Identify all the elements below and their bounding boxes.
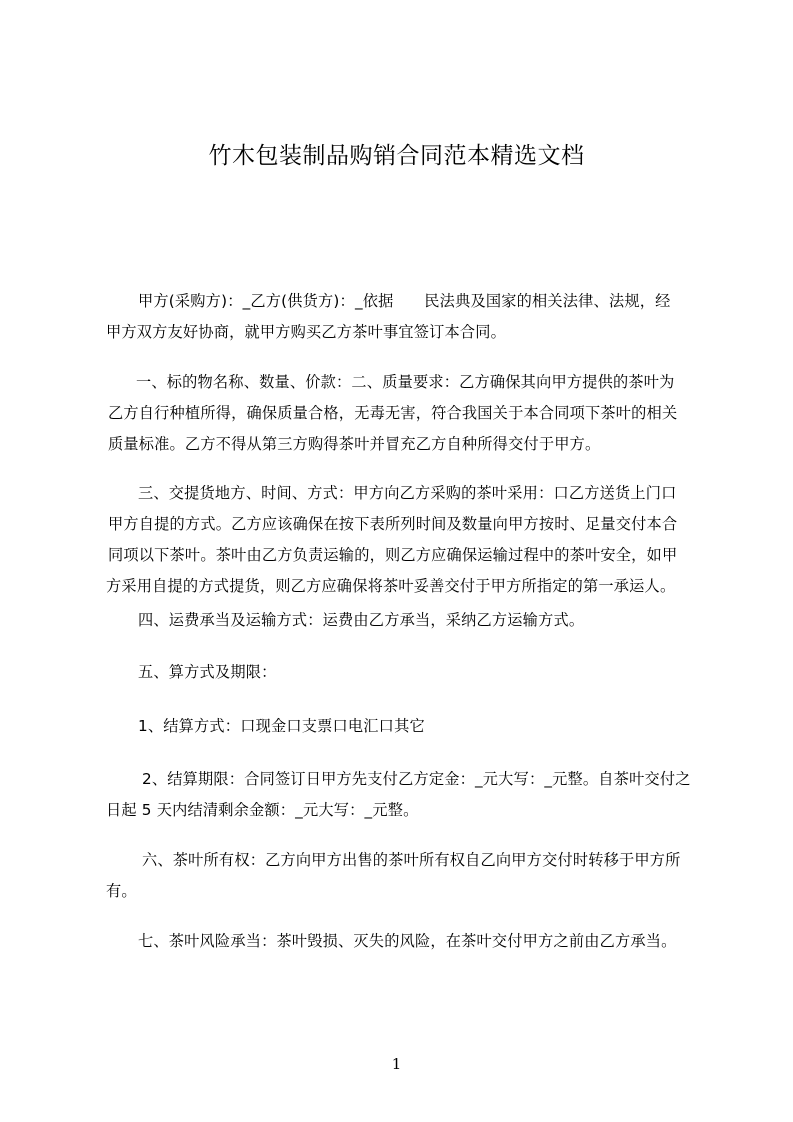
paragraph-clause-6 (106, 845, 714, 907)
paragraph-line: 2、结算期限：合同签订日甲方先支付乙方定金：_元大写：_元整。自茶叶交付之 (142, 770, 691, 788)
paragraph-clause-7 (106, 926, 714, 957)
paragraph-line: 同项以下茶叶。茶叶由乙方负责运输的，则乙方应确保运输过程中的茶叶安全，如甲 (108, 546, 678, 564)
paragraph-line: 三、交提货地方、时间、方式：甲方向乙方采购的茶叶采用：口乙方送货上门口 (138, 484, 677, 502)
paragraph-line: 甲方双方友好协商，就甲方购买乙方茶叶事宜签订本合同。 (106, 323, 507, 341)
paragraph-line: 乙方自行种植所得，确保质量合格，无毒无害，符合我国关于本合同项下茶叶的相关 (108, 404, 678, 422)
paragraph-line: 1、结算方式：口现金口支票口电汇口其它 (138, 717, 425, 735)
paragraph-line: 六、茶叶所有权：乙方向甲方出售的茶叶所有权自乙向甲方交付时转移于甲方所 (142, 851, 681, 869)
paragraph-line: 方采用自提的方式提货，则乙方应确保将茶叶妥善交付于甲方所指定的第一承运人。 (106, 577, 676, 595)
paragraph-clause-4 (106, 605, 714, 636)
paragraph-clause-3 (106, 478, 714, 602)
paragraph-settlement-method (106, 711, 714, 742)
paragraph-line: 一、标的物名称、数量、价款：二、质量要求：乙方确保其向甲方提供的茶叶为 (136, 373, 675, 391)
paragraph-line: 日起 5 天内结清剩余金额：_元大写：_元整。 (106, 801, 419, 819)
paragraph-line: 四、运费承当及运输方式：运费由乙方承当，采纳乙方运输方式。 (138, 611, 585, 629)
page-number: 1 (391, 1055, 402, 1073)
paragraph-line: 五、算方式及期限： (138, 663, 277, 681)
paragraph-clause-1-2 (106, 367, 714, 460)
document-title: 竹木包装制品购销合同范本精选文档 (208, 143, 585, 169)
paragraph-line: 有。 (106, 882, 137, 900)
paragraph-line: 七、茶叶风险承当：茶叶毁损、灭失的风险，在茶叶交付甲方之前由乙方承当。 (138, 932, 677, 950)
paragraph-clause-5 (106, 657, 714, 688)
paragraph-settlement-term (106, 764, 714, 826)
paragraph-line: 甲方自提的方式。乙方应该确保在按下表所列时间及数量向甲方按时、足量交付本合 (108, 515, 678, 533)
paragraph-line: 甲方(采购方)：_乙方(供货方)：_依据 民法典及国家的相关法律、法规，经 (138, 292, 671, 310)
paragraph-line: 质量标准。乙方不得从第三方购得茶叶并冒充乙方自种所得交付于甲方。 (108, 435, 601, 453)
paragraph-preamble (106, 286, 714, 348)
